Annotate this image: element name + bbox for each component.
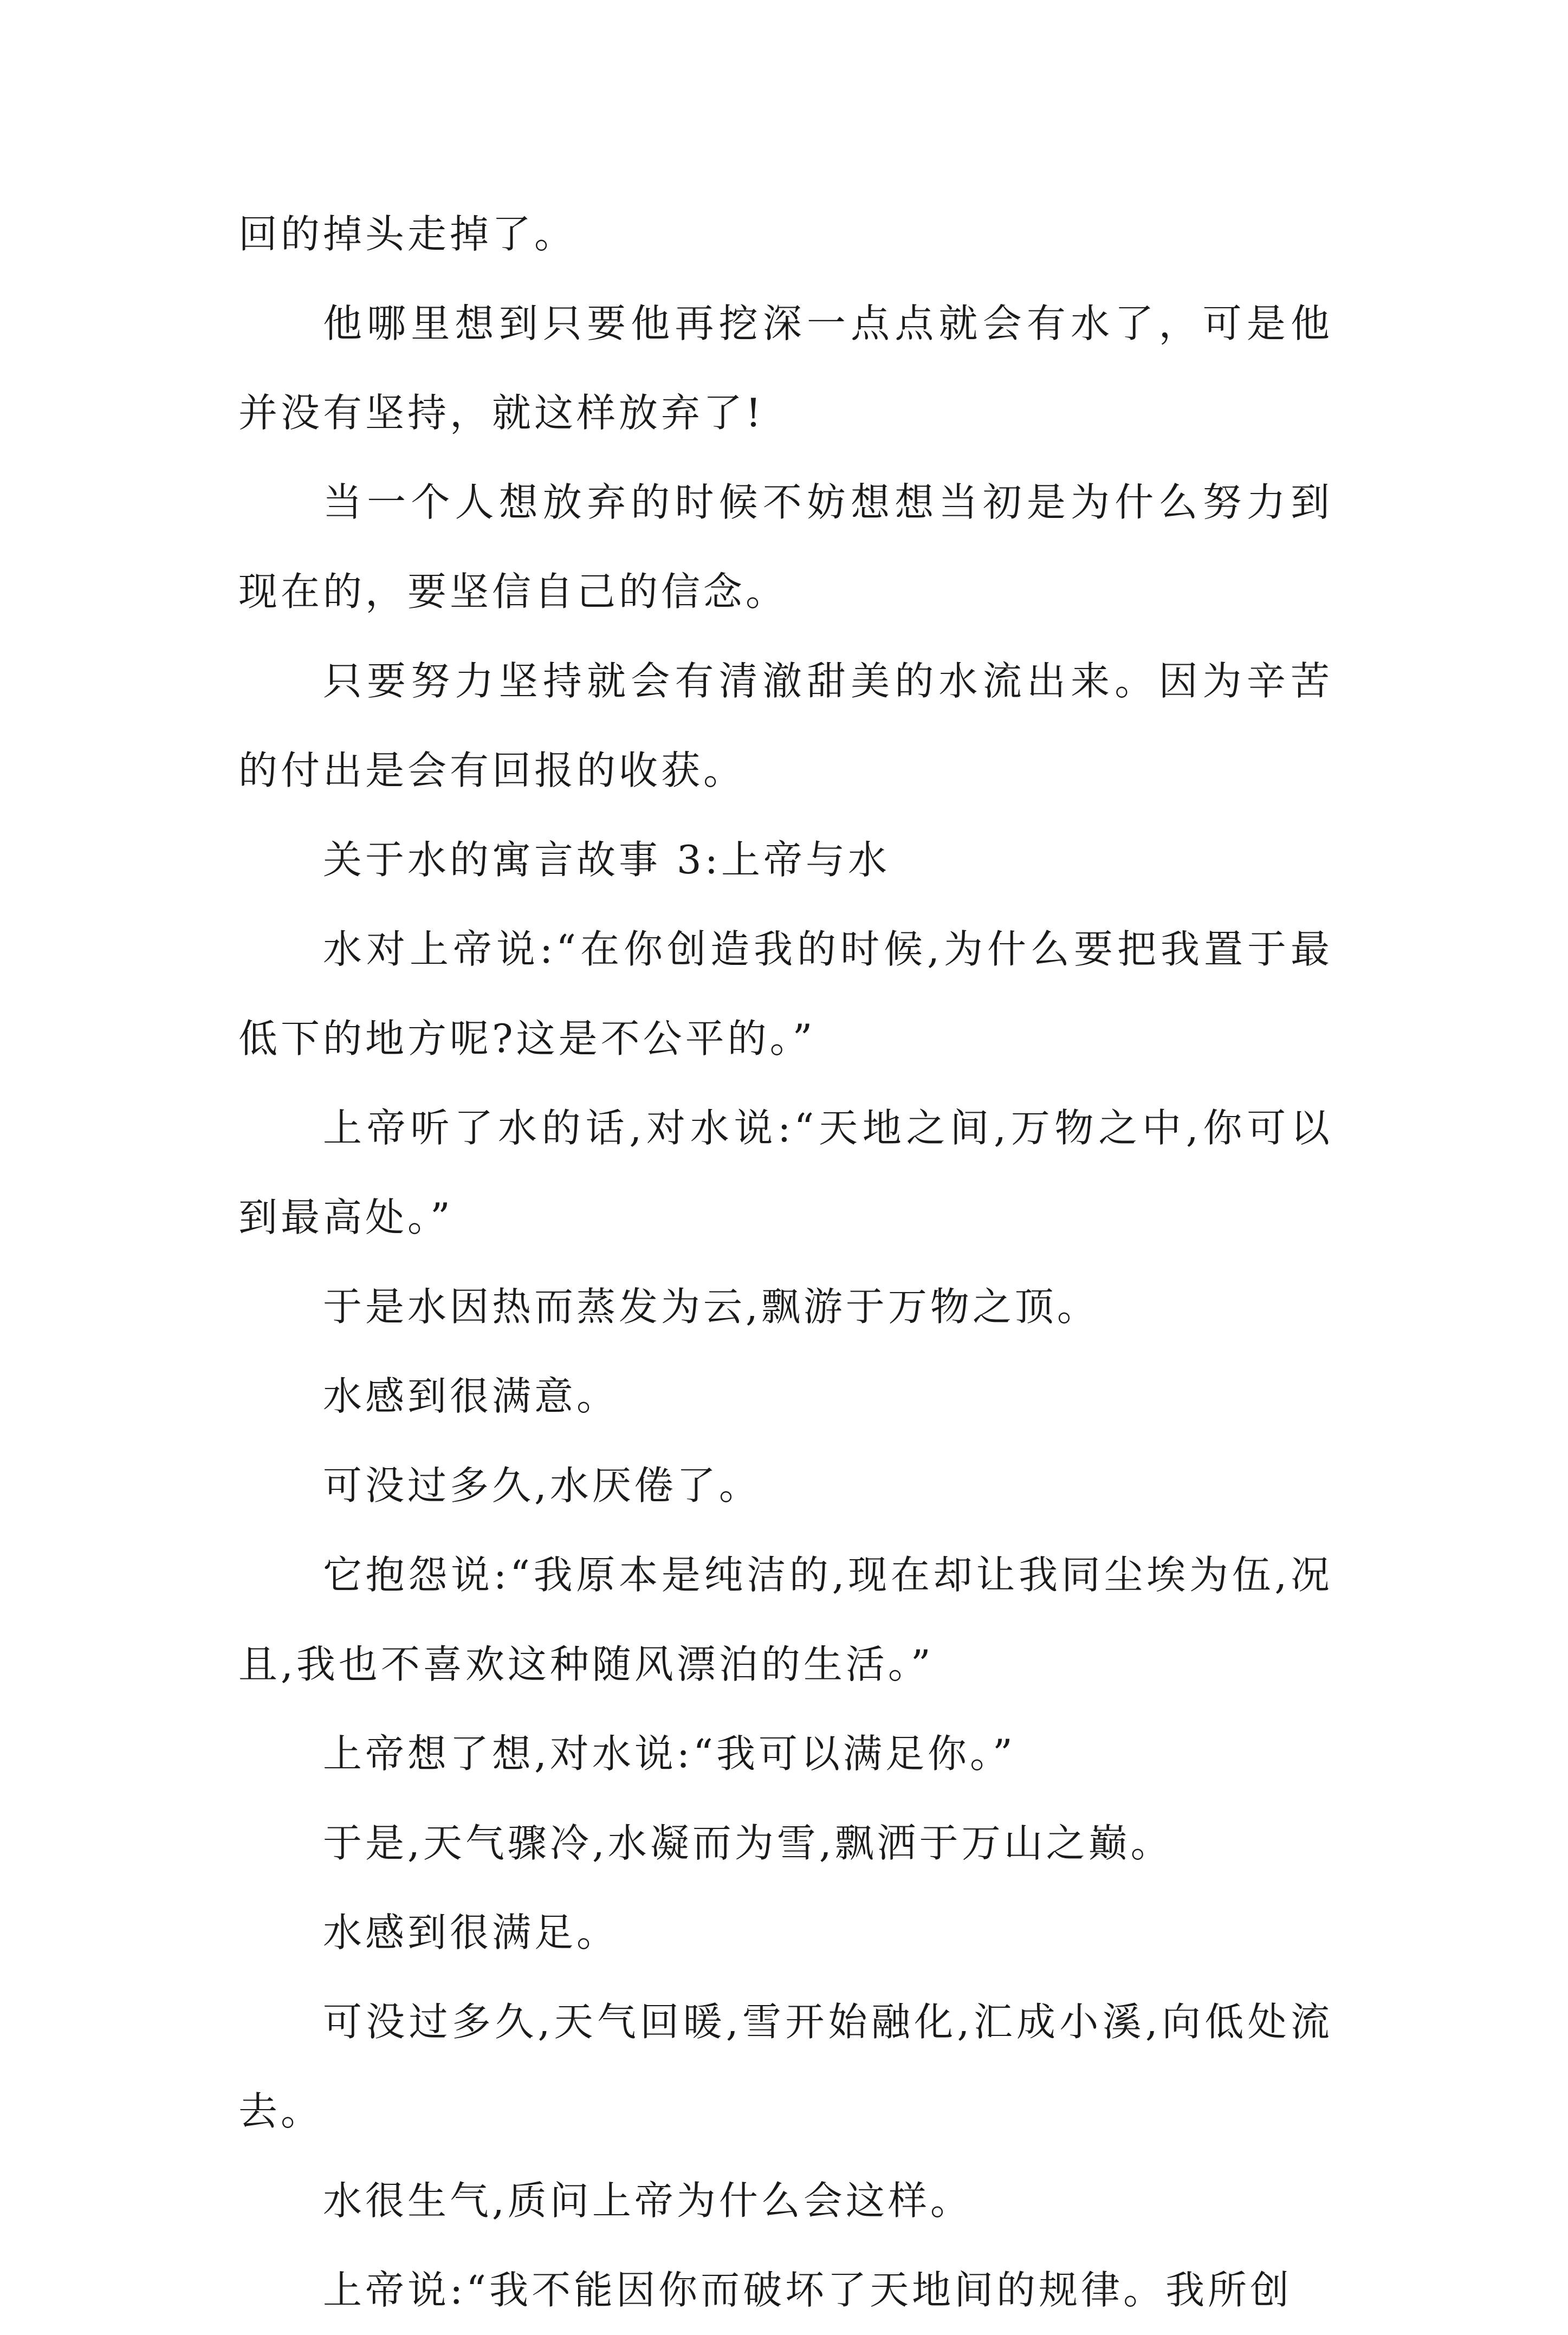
paragraph: 当一个人想放弃的时候不妨想想当初是为什么努力到现在的，要坚信自己的信念。 (238, 479, 1333, 614)
paragraph: 上帝听了水的话,对水说:“天地之间,万物之中,你可以到最高处。” (238, 1105, 1333, 1240)
paragraph: 水很生气,质问上帝为什么会这样。 (323, 2178, 973, 2223)
paragraph: 水感到很满足。 (323, 1910, 619, 1955)
paragraph: 只要努力坚持就会有清澈甜美的水流出来。因为辛苦的付出是会有回报的收获。 (238, 658, 1333, 793)
paragraph: 它抱怨说:“我原本是纯洁的,现在却让我同尘埃为伍,况且,我也不喜欢这种随风漂泊的生活。” (238, 1552, 1333, 1687)
paragraph: 于是,天气骤冷,水凝而为雪,飘洒于万山之巅。 (323, 1820, 1173, 1866)
paragraph: 可没过多久,水厌倦了。 (323, 1463, 761, 1508)
paragraph: 于是水因热而蒸发为云,飘游于万物之顶。 (323, 1284, 1099, 1329)
paragraph: 回的掉头走掉了。 (238, 211, 577, 257)
body-text (238, 190, 1333, 2335)
paragraph: 上帝说:“我不能因你而破坏了天地间的规律。我所创 (323, 2267, 1293, 2313)
section-heading: 关于水的寓言故事 3:上帝与水 (323, 837, 890, 883)
paragraph: 水对上帝说:“在你创造我的时候,为什么要把我置于最低下的地方呢?这是不公平的。” (238, 926, 1333, 1061)
paragraph: 上帝想了想,对水说:“我可以满足你。” (323, 1731, 1016, 1776)
paragraph: 可没过多久,天气回暖,雪开始融化,汇成小溪,向低处流去。 (238, 1999, 1333, 2134)
paragraph: 他哪里想到只要他再挖深一点点就会有水了，可是他并没有坚持，就这样放弃了! (238, 301, 1333, 436)
paragraph: 水感到很满意。 (323, 1373, 619, 1419)
